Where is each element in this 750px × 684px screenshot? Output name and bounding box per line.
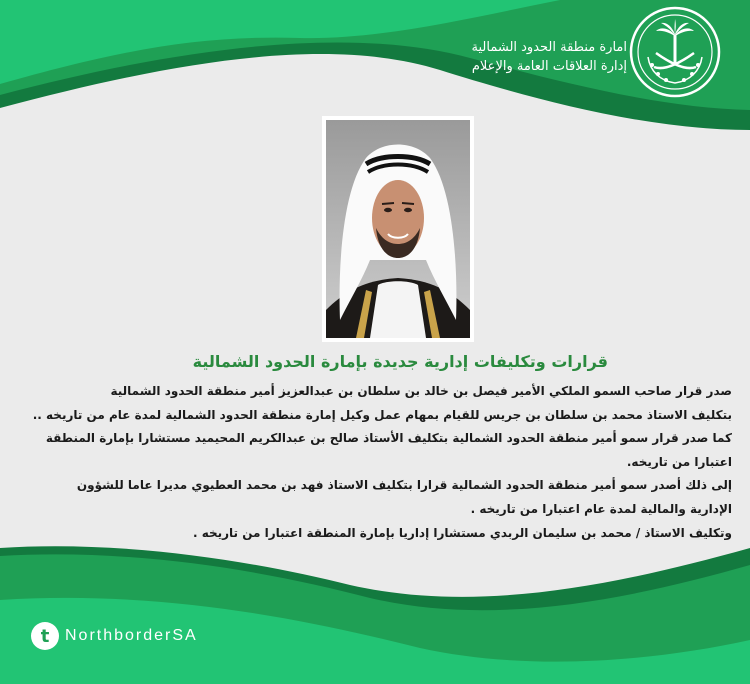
social-handle-text: NorthborderSA — [65, 627, 198, 644]
article-line-5: إلى ذلك أصدر سمو أمير منطقة الحدود الشمالية قرارا بتكليف الاستاذ فهد بن محمد العطيوي مديرا عاما للشؤون — [76, 478, 732, 493]
twitter-icon: t — [31, 622, 59, 650]
article-line-3: كما صدر قرار سمو أمير منطقة الحدود الشمالية بتكليف الأستاذ صالح بن عبدالكريم المحيميد مستشارا بإمارة المنطقة — [45, 431, 732, 446]
article-line-2: بتكليف الاستاذ محمد بن سلطان بن جريس للقيام بمهام عمل وكيل إمارة منطقة الحدود الشمالية لمدة عام من تاريخه .. — [32, 407, 732, 422]
social-handle[interactable] — [31, 621, 198, 651]
saudi-emblem-icon — [628, 5, 722, 99]
article-line-7: وتكليف الاستاذ / محمد بن سليمان الربدي مستشارا إداريا بإمارة المنطقة اعتبارا من تاريخه . — [192, 525, 732, 540]
official-portrait-frame — [322, 116, 474, 342]
org-line-1: امارة منطقة الحدود الشمالية — [471, 40, 627, 55]
org-line-2: إدارة العلاقات العامة والإعلام — [471, 59, 627, 74]
official-portrait-photo — [326, 120, 470, 338]
org-header — [472, 38, 627, 76]
article-line-6: الإدارية والمالية لمدة عام اعتبارا من تاريخه . — [470, 501, 732, 516]
article-line-1: صدر قرار صاحب السمو الملكي الأمير فيصل بن خالد بن سلطان بن عبدالعزيز أمير منطقة الحدود الشمالية — [110, 384, 732, 398]
article-body — [18, 380, 732, 545]
article-title: قرارات وتكليفات إدارية جديدة بإمارة الحدود الشمالية — [192, 352, 608, 371]
article-line-4: اعتبارا من تاريخه. — [626, 454, 732, 469]
